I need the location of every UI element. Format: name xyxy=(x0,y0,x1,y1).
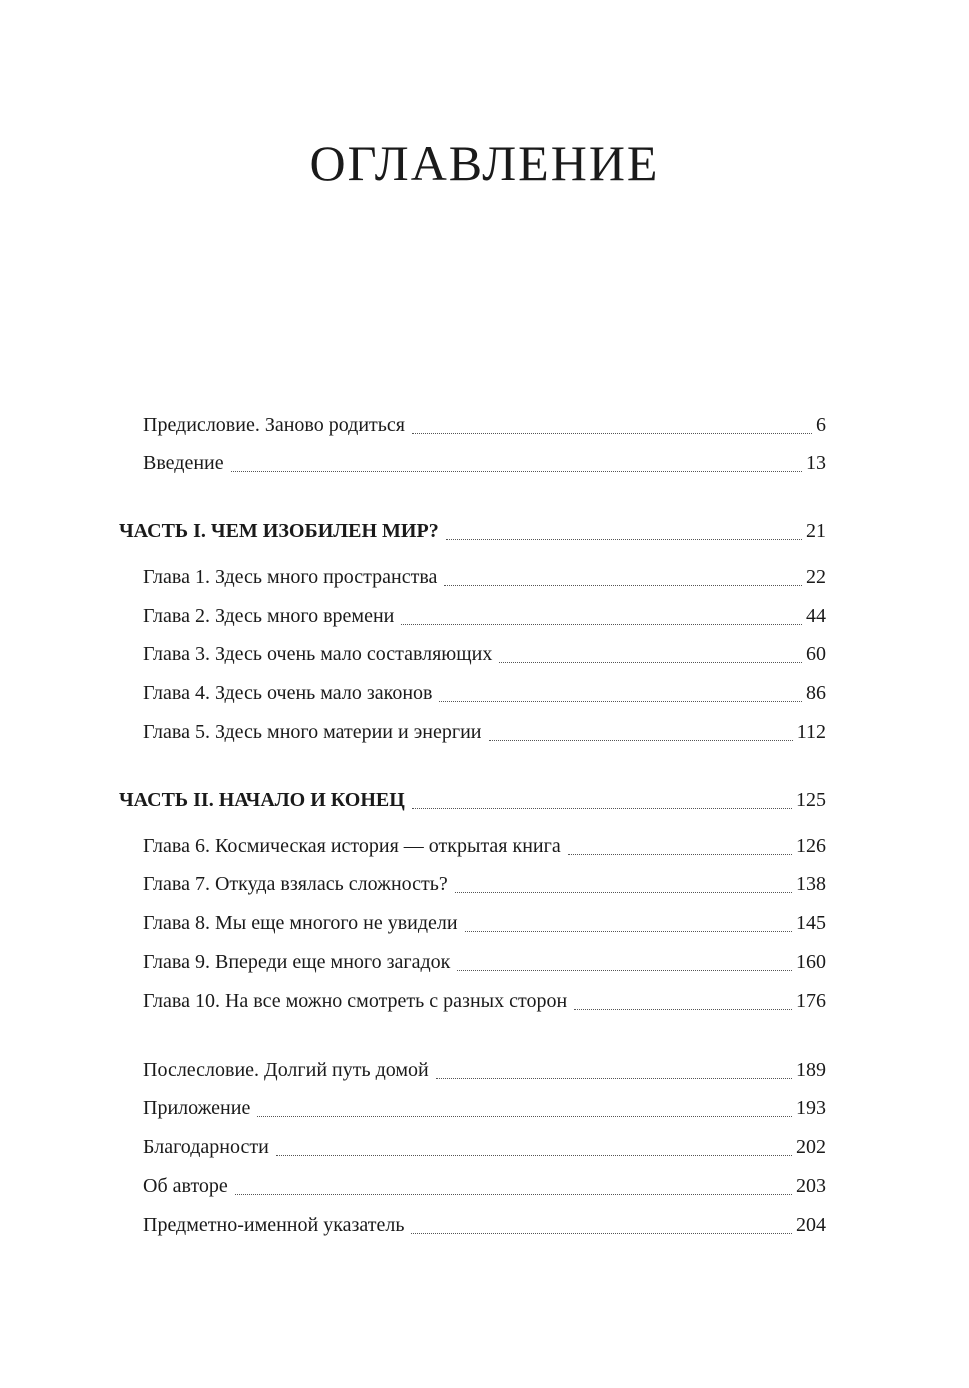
dot-leader xyxy=(436,1078,792,1079)
dot-leader xyxy=(568,854,792,855)
toc-entry-chapter-5[interactable] xyxy=(143,717,826,747)
toc-entry-page: 189 xyxy=(796,1059,826,1081)
toc-entry-page: 44 xyxy=(806,605,826,627)
page-title: ОГЛАВЛЕНИЕ xyxy=(309,135,660,191)
dot-leader xyxy=(412,433,812,434)
dot-leader xyxy=(401,624,802,625)
toc-entry-afterword[interactable] xyxy=(143,1055,826,1085)
toc-entry-page: 160 xyxy=(796,951,826,973)
toc-entry-label: Глава 3. Здесь очень мало составляющих xyxy=(143,643,493,665)
dot-leader xyxy=(499,662,802,663)
dot-leader xyxy=(457,970,792,971)
toc-entry-page: 145 xyxy=(796,912,826,934)
toc-entry-label: Об авторе xyxy=(143,1175,228,1197)
toc-entry-chapter-1[interactable] xyxy=(143,562,826,592)
toc-entry-label: Глава 4. Здесь очень мало законов xyxy=(143,682,433,704)
dot-leader xyxy=(574,1009,792,1010)
toc-entry-label: Глава 8. Мы еще многого не увидели xyxy=(143,912,458,934)
toc-entry-about-author[interactable] xyxy=(143,1171,826,1201)
toc-entry-chapter-9[interactable] xyxy=(143,947,826,977)
toc-entry-page: 203 xyxy=(796,1175,826,1197)
toc-entry-label: Глава 10. На все можно смотреть с разных сторон xyxy=(143,990,568,1012)
toc-entry-chapter-2[interactable] xyxy=(143,601,826,631)
toc-entry-label: Глава 9. Впереди еще много загадок xyxy=(143,951,451,973)
toc-part-label: ЧАСТЬ II. НАЧАЛО И КОНЕЦ xyxy=(119,789,405,811)
toc-part-label: ЧАСТЬ I. ЧЕМ ИЗОБИЛЕН МИР? xyxy=(119,520,439,542)
toc-entry-page: 126 xyxy=(796,835,826,857)
toc-part-page: 125 xyxy=(796,789,826,811)
toc-entry-page: 176 xyxy=(796,990,826,1012)
toc-entry-label: Благодарности xyxy=(143,1136,269,1158)
toc-entry-page: 193 xyxy=(796,1097,826,1119)
toc-entry-chapter-6[interactable] xyxy=(143,831,826,861)
toc-entry-appendix[interactable] xyxy=(143,1093,826,1123)
toc-entry-preface[interactable] xyxy=(143,410,826,440)
dot-leader xyxy=(465,931,792,932)
dot-leader xyxy=(235,1194,792,1195)
toc-entry-introduction[interactable] xyxy=(143,448,826,478)
dot-leader xyxy=(231,471,802,472)
toc-entry-label: Введение xyxy=(143,452,224,474)
toc-entry-chapter-8[interactable] xyxy=(143,908,826,938)
toc-entry-label: Послесловие. Долгий путь домой xyxy=(143,1059,429,1081)
dot-leader xyxy=(489,740,793,741)
toc-entry-label: Глава 1. Здесь много пространства xyxy=(143,566,438,588)
toc-part-2[interactable] xyxy=(119,785,826,815)
toc-entry-label: Глава 2. Здесь много времени xyxy=(143,605,395,627)
toc-part-1[interactable] xyxy=(119,516,826,546)
toc-entry-chapter-7[interactable] xyxy=(143,869,826,899)
toc-entry-page: 202 xyxy=(796,1136,826,1158)
toc-entry-chapter-3[interactable] xyxy=(143,639,826,669)
dot-leader xyxy=(257,1116,792,1117)
toc-entry-label: Глава 7. Откуда взялась сложность? xyxy=(143,873,448,895)
toc-entry-page: 112 xyxy=(796,721,826,743)
dot-leader xyxy=(455,892,792,893)
toc-entry-label: Предметно-именной указатель xyxy=(143,1214,405,1236)
dot-leader xyxy=(446,539,802,540)
toc-entry-page: 204 xyxy=(796,1214,826,1236)
toc-entry-label: Глава 5. Здесь много материи и энергии xyxy=(143,721,482,743)
dot-leader xyxy=(412,808,792,809)
dot-leader xyxy=(411,1233,792,1234)
toc-part-page: 21 xyxy=(806,520,826,542)
dot-leader xyxy=(444,585,802,586)
dot-leader xyxy=(439,701,802,702)
toc-entry-page: 138 xyxy=(796,873,826,895)
toc-entry-index[interactable] xyxy=(143,1210,826,1240)
toc-entry-page: 6 xyxy=(816,414,826,436)
toc-entry-page: 13 xyxy=(806,452,826,474)
toc-entry-page: 86 xyxy=(806,682,826,704)
toc-entry-label: Глава 6. Космическая история — открытая книга xyxy=(143,835,561,857)
toc-entry-chapter-10[interactable] xyxy=(143,986,826,1016)
toc-entry-label: Предисловие. Заново родиться xyxy=(143,414,405,436)
toc-entry-page: 60 xyxy=(806,643,826,665)
dot-leader xyxy=(276,1155,792,1156)
toc-entry-label: Приложение xyxy=(143,1097,251,1119)
toc-entry-page: 22 xyxy=(806,566,826,588)
toc-entry-chapter-4[interactable] xyxy=(143,678,826,708)
toc-entry-acknowledgements[interactable] xyxy=(143,1132,826,1162)
